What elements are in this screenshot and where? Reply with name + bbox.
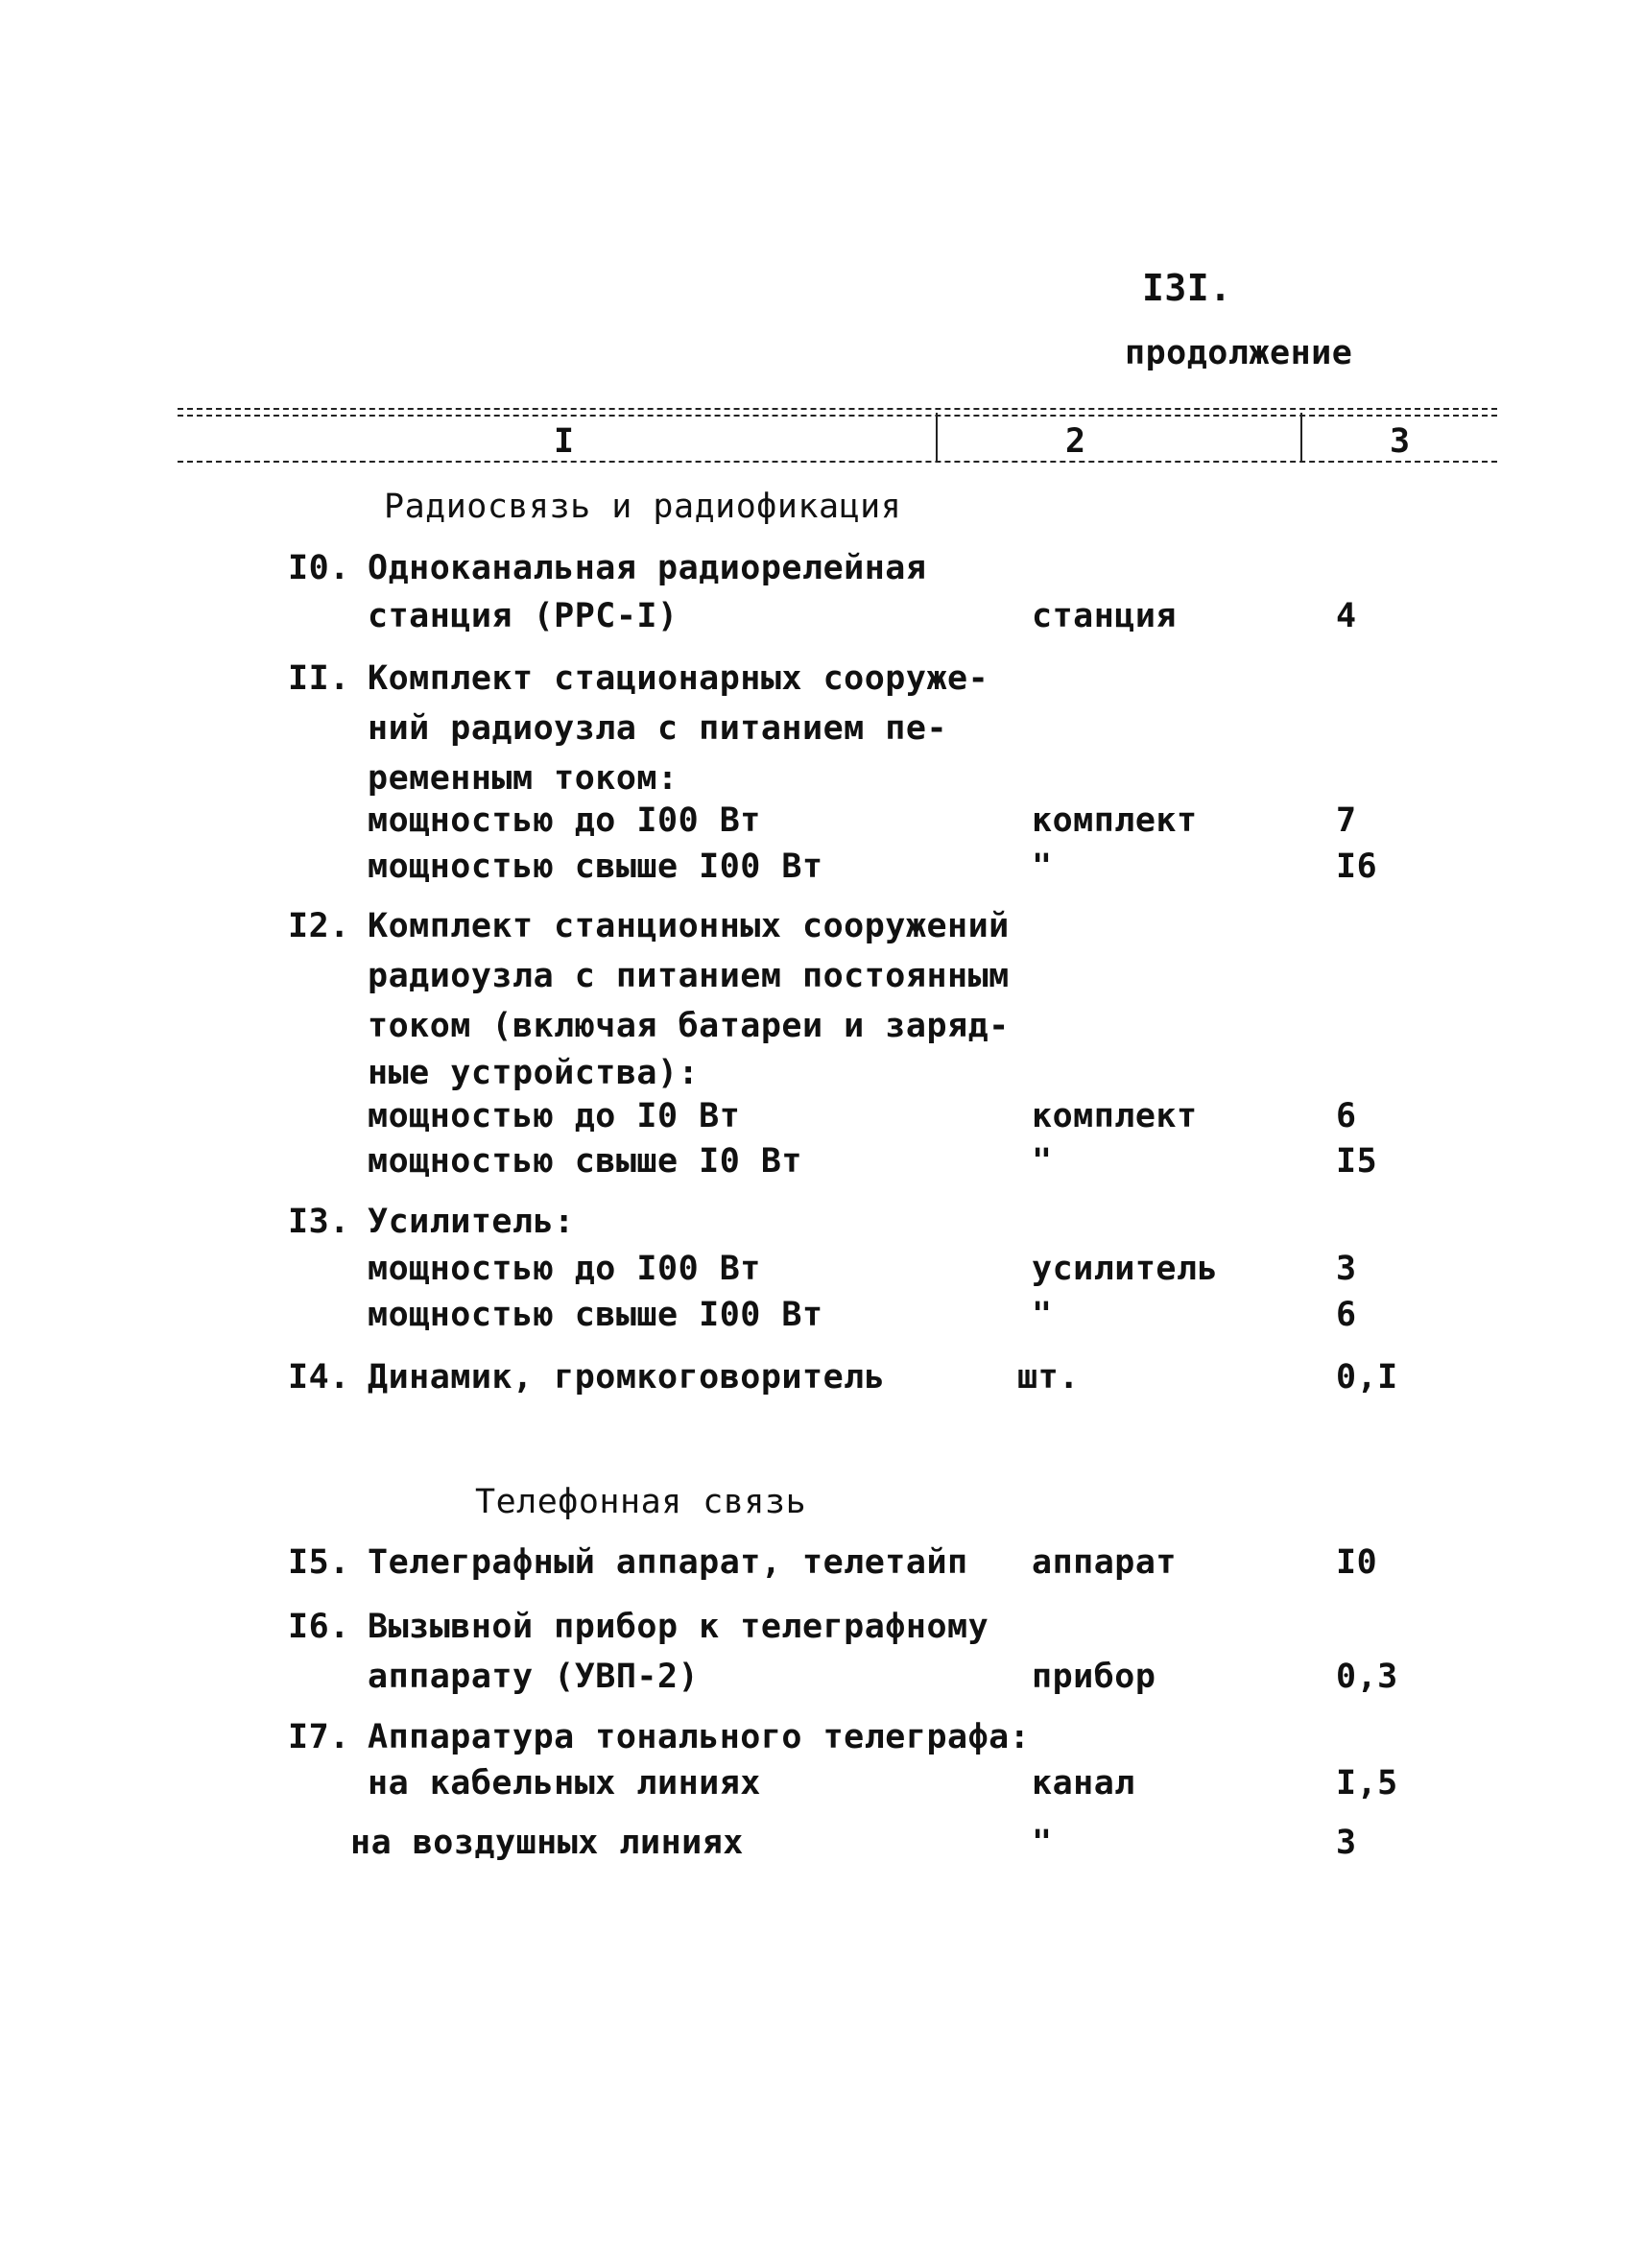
- item-12-sub-2-unit: ": [1032, 1142, 1053, 1181]
- column-divider-2: [1300, 413, 1302, 461]
- item-14-line-1: Динамик, громкоговоритель: [368, 1358, 886, 1397]
- item-16-value: 0,3: [1336, 1658, 1398, 1696]
- item-11-line-1: Комплект стационарных сооруже-: [368, 659, 989, 698]
- item-17-sub-1-unit: канал: [1032, 1764, 1135, 1802]
- item-15-unit: аппарат: [1032, 1543, 1178, 1582]
- item-11-sub-1-unit: комплект: [1032, 801, 1198, 840]
- item-number-15: I5.: [288, 1543, 350, 1582]
- item-number-16: I6.: [288, 1608, 350, 1646]
- item-13-line-1: Усилитель:: [368, 1203, 575, 1241]
- item-11-sub-1-text: мощностью до I00 Вт: [368, 801, 761, 840]
- item-13-sub-1-value: 3: [1336, 1250, 1357, 1288]
- table-header-rule: [178, 461, 1497, 463]
- item-12-sub-2-text: мощностью свыше I0 Вт: [368, 1142, 803, 1181]
- item-17-sub-2-unit: ": [1032, 1824, 1053, 1862]
- item-16-line-1: Вызывной прибор к телеграфному: [368, 1608, 989, 1646]
- item-11-line-3: ременным током:: [368, 759, 679, 798]
- table-top-rule-2: [178, 415, 1497, 417]
- item-12-sub-2-value: I5: [1336, 1142, 1378, 1181]
- item-number-17: I7.: [288, 1718, 350, 1756]
- item-15-value: I0: [1336, 1543, 1378, 1582]
- section-title-telephone: Телефонная связь: [475, 1483, 807, 1521]
- item-17-sub-2-value: 3: [1336, 1824, 1357, 1862]
- column-header-1: I: [554, 422, 575, 461]
- item-number-14: I4.: [288, 1358, 350, 1397]
- section-title-radio: Радиосвязь и радиофикация: [384, 488, 902, 526]
- item-12-line-4: ные устройства):: [368, 1054, 700, 1092]
- item-17-sub-1-text: на кабельных линиях: [368, 1764, 761, 1802]
- item-12-line-1: Комплект станционных сооружений: [368, 907, 1010, 945]
- item-16-line-2: аппарату (УВП-2): [368, 1658, 700, 1696]
- table-top-rule: [178, 408, 1497, 410]
- column-divider-1: [936, 413, 938, 461]
- column-header-2: 2: [1065, 422, 1086, 461]
- item-number-12: I2.: [288, 907, 350, 945]
- item-12-line-3: током (включая батареи и заряд-: [368, 1007, 1010, 1045]
- item-11-sub-2-text: мощностью свыше I00 Вт: [368, 848, 823, 886]
- column-header-3: 3: [1390, 422, 1411, 461]
- item-11-line-2: ний радиоузла с питанием пе-: [368, 709, 948, 748]
- item-12-line-2: радиоузла с питанием постоянным: [368, 957, 1010, 995]
- item-11-sub-1-value: 7: [1336, 801, 1357, 840]
- item-14-value: 0,I: [1336, 1358, 1398, 1397]
- item-13-sub-2-text: мощностью свыше I00 Вт: [368, 1296, 823, 1334]
- item-11-sub-2-value: I6: [1336, 848, 1378, 886]
- item-17-sub-2-text: на воздушных линиях: [350, 1824, 744, 1862]
- item-11-sub-2-unit: ": [1032, 848, 1053, 886]
- item-13-sub-2-unit: ": [1032, 1296, 1053, 1334]
- item-10-value: 4: [1336, 597, 1357, 635]
- item-16-unit: прибор: [1032, 1658, 1156, 1696]
- item-10-line-2: станция (РРС-I): [368, 597, 679, 635]
- item-17-line-1: Аппаратура тонального телеграфа:: [368, 1718, 1031, 1756]
- page-number: I3I.: [1142, 267, 1232, 309]
- item-number-13: I3.: [288, 1203, 350, 1241]
- item-12-sub-1-text: мощностью до I0 Вт: [368, 1097, 741, 1135]
- item-13-sub-2-value: 6: [1336, 1296, 1357, 1334]
- item-12-sub-1-value: 6: [1336, 1097, 1357, 1135]
- item-13-sub-1-unit: усилитель: [1032, 1250, 1219, 1288]
- item-13-sub-1-text: мощностью до I00 Вт: [368, 1250, 761, 1288]
- item-15-line-1: Телеграфный аппарат, телетайп: [368, 1543, 968, 1582]
- item-10-unit: станция: [1032, 597, 1178, 635]
- item-17-sub-1-value: I,5: [1336, 1764, 1398, 1802]
- continuation-label: продолжение: [1125, 334, 1353, 372]
- item-number-10: I0.: [288, 549, 350, 587]
- item-10-line-1: Одноканальная радиорелейная: [368, 549, 927, 587]
- item-14-unit: шт.: [1017, 1358, 1080, 1397]
- item-12-sub-1-unit: комплект: [1032, 1097, 1198, 1135]
- item-number-11: II.: [288, 659, 350, 698]
